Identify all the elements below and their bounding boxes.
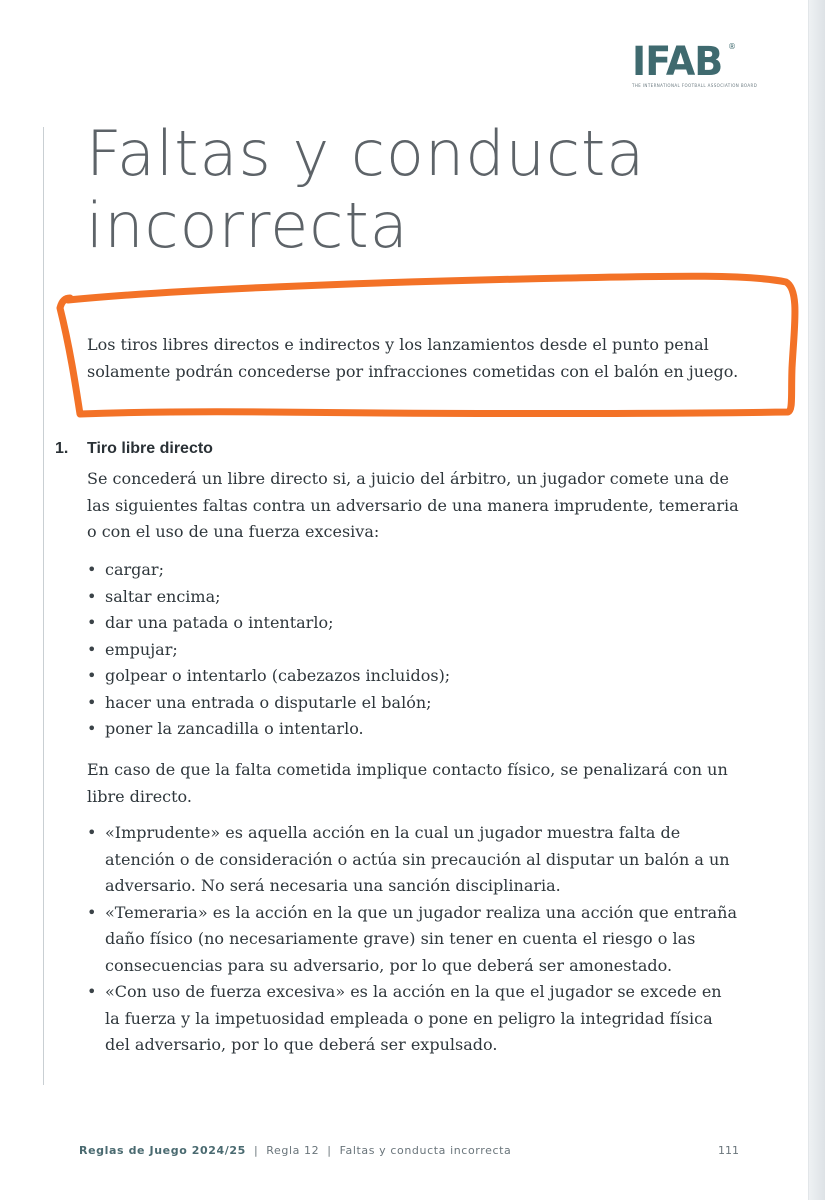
section-heading: Tiro libre directo [87,440,213,457]
footer-chapter: Faltas y conducta incorrecta [339,1144,512,1157]
list-item: • dar una patada o intentarlo; [87,610,727,637]
list-item: • hacer una entrada o disputarle el balón; [87,690,727,717]
section-number: 1. [55,440,69,457]
footer-separator: | [253,1144,259,1157]
logo-registered-mark: ® [728,42,736,51]
definitions-list [87,820,737,1059]
list-item: • «Imprudente» es aquella acción en la cual un jugador muestra falta de atención o de consideración o actúa sin precaución al disputar un balón a un adversario. No será necesaria una sanción disciplinaria. [87,820,737,900]
title-line-1: Faltas y conducta [86,117,646,190]
footer-book-title: Reglas de Juego 2024/25 [79,1144,246,1157]
section-body: Se concederá un libre directo si, a juicio del árbitro, un jugador comete una de las siguientes faltas contra un adversario de una manera imprudente, temeraria o con el uso de una fuerza excesiva: [87,469,739,541]
list-item: • cargar; [87,557,727,584]
title-line-2: incorrecta [86,189,409,262]
page-title [86,118,686,262]
intro-paragraph: Los tiros libres directos e indirectos y los lanzamientos desde el punto penal solamente podrán concederse por infracciones cometidas con el balón en juego. [87,335,739,381]
logo-subtitle: THE INTERNATIONAL FOOTBALL ASSOCIATION BOARD [632,83,758,88]
list-item: • «Temeraria» es la acción en la que un jugador realiza una acción que entraña daño físico (no necesariamente grave) sin tener en cuenta el riesgo o las consecuencias para su adversario, por lo que deberá ser amonestado. [87,900,737,980]
list-item: • «Con uso de fuerza excesiva» es la acción en la que el jugador se excede en la fuerza y la impetuosidad empleada o pone en peligro la integridad física del adversario, por lo que deberá ser expulsado. [87,979,737,1059]
page-number: 111 [718,1144,739,1157]
list-item: • poner la zancadilla o intentarlo. [87,716,727,743]
list-item: • saltar encima; [87,584,727,611]
contact-note: En caso de que la falta cometida implique contacto físico, se penalizará con un libre directo. [87,760,728,806]
fouls-list [87,557,727,743]
list-item: • golpear o intentarlo (cabezazos incluidos); [87,663,727,690]
footer-separator: | [327,1144,332,1157]
footer-rule: Regla 12 [266,1144,320,1157]
ifab-logo [632,39,758,88]
logo-wordmark: IFAB [632,39,723,85]
footer [79,1144,511,1157]
page-edge [808,0,825,1200]
list-item: • empujar; [87,637,727,664]
left-margin-rule [43,127,44,1085]
